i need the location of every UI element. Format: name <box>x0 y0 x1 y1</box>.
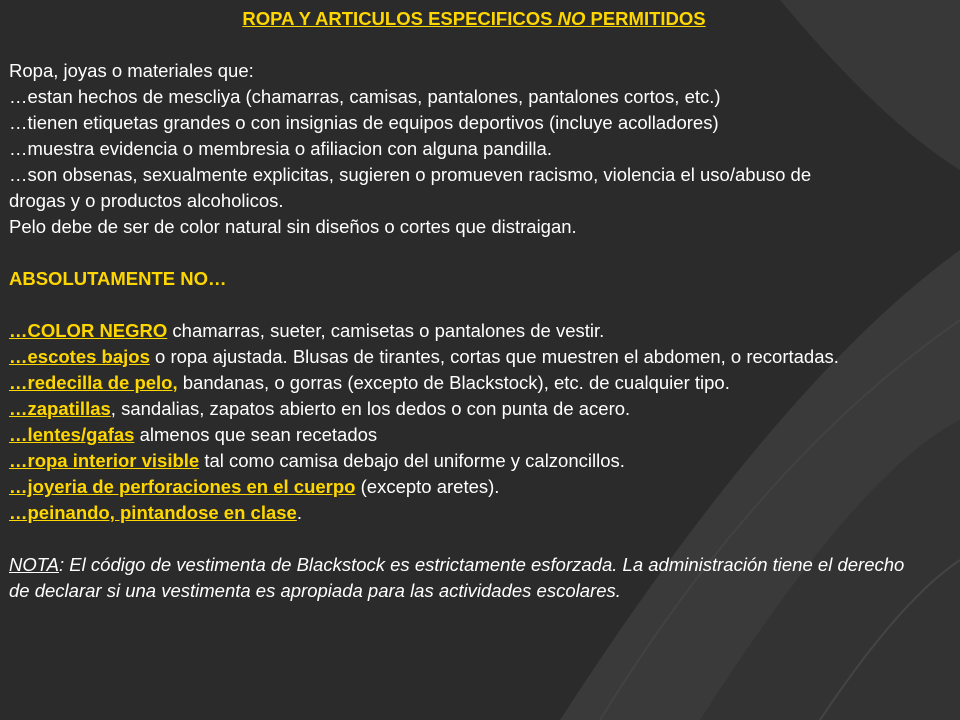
prohibited-item-text: . <box>296 502 302 523</box>
prohibited-item <box>9 344 919 370</box>
prohibited-item-key: …peinando, pintandose en clase <box>9 502 297 523</box>
prohibited-item-text: , sandalias, zapatos abierto en los dedos o con punta de acero. <box>110 398 631 419</box>
list-item: …tienen etiquetas grandes o con insignias de equipos deportivos (incluye acolladores) <box>9 112 719 133</box>
prohibited-item-key: …lentes/gafas <box>9 424 135 445</box>
prohibited-item <box>9 370 949 396</box>
prohibited-item-text: tal como camisa debajo del uniforme y calzoncillos. <box>199 450 625 471</box>
prohibited-item-key: …escotes bajos <box>9 346 150 367</box>
prohibited-item <box>9 318 949 344</box>
prohibited-item-text: chamarras, sueter, camisetas o pantalones de vestir. <box>167 320 605 341</box>
prohibited-item <box>9 422 949 448</box>
prohibited-item-key: …ropa interior visible <box>9 450 200 471</box>
note-text: : El código de vestimenta de Blackstock es estrictamente esforzada. La administración tiene el derecho de declarar si una vestimenta es apropiada para las actividades escolares. <box>9 554 905 601</box>
intro-line: Ropa, joyas o materiales que: <box>9 60 254 81</box>
slide-title: ROPA Y ARTICULOS ESPECIFICOS NO PERMITIDOS <box>242 8 706 29</box>
prohibited-item-text: bandanas, o gorras (excepto de Blackstock), etc. de cualquier tipo. <box>177 372 730 393</box>
prohibited-item-key: …COLOR NEGRO <box>9 320 168 341</box>
note-label: NOTA <box>9 554 60 575</box>
hair-rule: Pelo debe de ser de color natural sin diseños o cortes que distraigan. <box>9 216 577 237</box>
prohibited-item-text: almenos que sean recetados <box>134 424 378 445</box>
list-item: …muestra evidencia o membresia o afiliacion con alguna pandilla. <box>9 138 552 159</box>
list-item: …estan hechos de mescliya (chamarras, camisas, pantalones, pantalones cortos, etc.) <box>9 86 721 107</box>
note-paragraph <box>9 552 909 604</box>
absolutely-heading: ABSOLUTAMENTE NO… <box>9 268 227 289</box>
prohibited-item <box>9 500 949 526</box>
prohibited-item-key: …zapatillas <box>9 398 111 419</box>
prohibited-item <box>9 396 949 422</box>
prohibited-item <box>9 474 949 500</box>
list-item: …son obsenas, sexualmente explicitas, sugieren o promueven racismo, violencia el uso/abuso de drogas y o productos alcoholicos. <box>9 164 812 211</box>
prohibited-item <box>9 448 949 474</box>
prohibited-item-text: o ropa ajustada. Blusas de tirantes, cortas que muestren el abdomen, o recortadas. <box>149 346 839 367</box>
prohibited-item-key: …redecilla de pelo, <box>9 372 178 393</box>
prohibited-item-key: …joyeria de perforaciones en el cuerpo <box>9 476 356 497</box>
prohibited-item-text: (excepto aretes). <box>355 476 500 497</box>
slide-content <box>9 6 949 604</box>
